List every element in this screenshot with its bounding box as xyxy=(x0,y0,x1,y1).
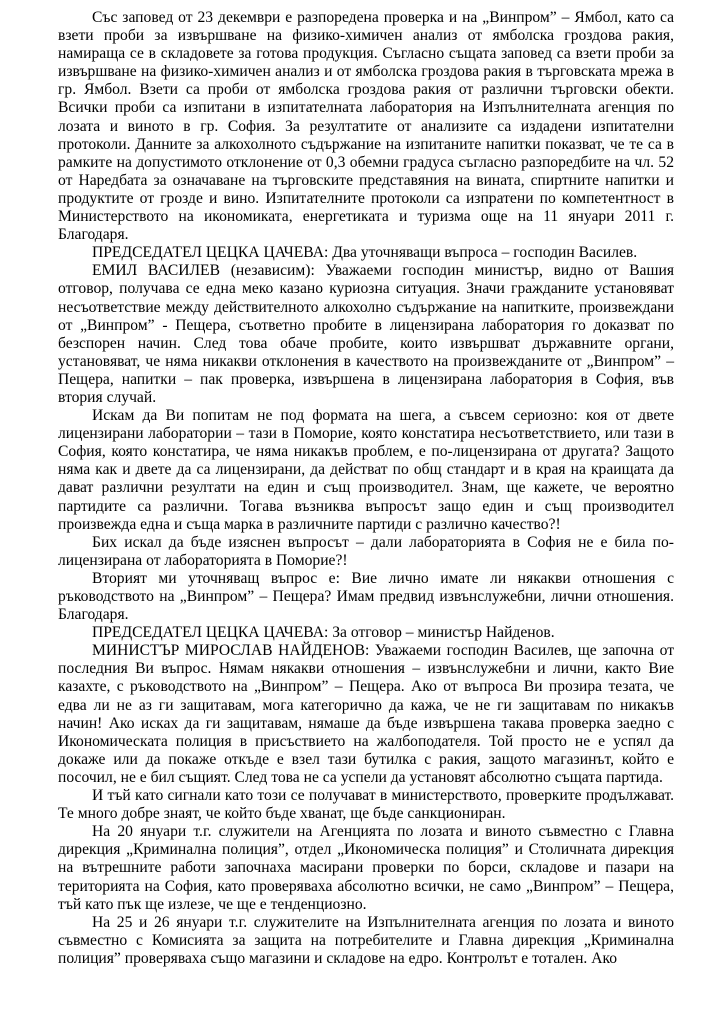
paragraph-speaker: ПРЕДСЕДАТЕЛ ЦЕЦКА ЦАЧЕВА xyxy=(92,244,324,262)
paragraph-speaker: МИНИСТЪР МИРОСЛАВ НАЙДЕНОВ xyxy=(92,642,365,660)
paragraph-text: И тъй като сигнали като този се получават в министерството, проверките продължават. Те много добре знаят, че който бъде хванат, ще бъде санкциониран. xyxy=(58,787,674,823)
paragraph-chair-answer xyxy=(58,624,674,642)
paragraph-vasilev-labs xyxy=(58,407,674,534)
paragraph-text: Бих искал да бъде изяснен въпросът – дали лабораторията в София не е била по-лицензирана от лабораторията в Поморие?! xyxy=(58,533,674,569)
paragraph-text: Искам да Ви попитам не под формата на шега, а съвсем сериозно: коя от двете лицензирани лаборатории – тази в Поморие, която констатира несъответствието, или тази в София, която констатира, че няма никакъв проблем, е по-лицензирана от другата? Защото няма как и двете да са лицензирани, да действат по общ стандарт и в края на краищата да дават различни резултати на един и същ производител. Знам, ще кажете, че вероятно партидите са различни. Тогава възниква въпросът защо един и същ производител произвежда една и съща марка в различните партиди с различно качество?! xyxy=(58,407,674,533)
paragraph-text: : Два уточняващи въпроса – господин Василев. xyxy=(323,244,638,262)
paragraph-vasilev-clarify xyxy=(58,534,674,570)
paragraph-vasilev-reply xyxy=(58,262,674,407)
paragraph-text: На 20 януари т.г. служители на Агенцията по лозата и виното съвместно с Главна дирекция „Криминална полиция”, отдел „Икономическа полиция” и Столичната дирекция на вътрешните работи започнаха масирани проверки по борси, складове и пазари на територията на София, като проверяваха абсолютно всички, не само „Винпром” – Пещера, тъй като пък ще излезе, че ще е тенденциозно. xyxy=(58,823,674,913)
paragraph-minister-reply xyxy=(58,642,674,787)
paragraph-order-yambol xyxy=(58,9,674,244)
paragraph-january-25-26 xyxy=(58,914,674,968)
paragraph-text: Със заповед от 23 декември е разпоредена проверка и на „Винпром” – Ямбол, като са взети проби за извършване на физико-химичен анализ от ямболска гроздова ракия, намираща се в складовете за готова продукция. Съгласно същата заповед са взети проби за извършване на физико-химичен анализ и от ямболска гроздова ракия в търговската мрежа в гр. Ямбол. Взети са проби от ямболска гроздова ракия от различни търговски обекти. Всички проби са изпитани в изпитателната лаборатория на Изпълнителната агенция по лозата и виното в гр. София. За резултатите от анализите са издадени изпитателни протоколи. Данните за алкохолното съдържание на изпитаните напитки показват, че те са в рамките на допустимото отклонение от 0,3 обемни градуса съгласно разпоредбите на чл. 52 от Наредбата за означаване на търговските представяния на вината, спиртните напитки и продуктите от грозде и вино. Изпитателните протоколи са изпратени по компетентност в Министерството на икономиката, енергетиката и туризма още на 11 януари 2011 г. Благодаря. xyxy=(58,9,674,244)
paragraph-text: (независим): Уважаеми господин министър, видно от Вашия отговор, получава се една меко казано куриозна ситуация. Значи гражданите установяват несъответствие между действителното алкохолно съдържание на напитките, произвеждани от „Винпром” - Пещера, съответно пробите в лицензирана лаборатория го доказват по безспорен начин. След това обаче пробите, които извършват държавните органи, установяват, че няма никакви отклонения в качеството на произвежданите от „Винпром” – Пещера, напитки – пак проверка, извършена в лицензирана лаборатория в София, във втория случай. xyxy=(58,262,674,406)
transcript-page xyxy=(58,9,674,968)
paragraph-speaker: ЕМИЛ ВАСИЛЕВ xyxy=(92,262,220,280)
paragraph-speaker: ПРЕДСЕДАТЕЛ ЦЕЦКА ЦАЧЕВА xyxy=(92,624,324,642)
paragraph-text: Вторият ми уточняващ въпрос е: Вие лично имате ли някакви отношения с ръководството на „Винпром” – Пещера? Имам предвид извънслужебни, лични отношения. Благодаря. xyxy=(58,569,674,624)
paragraph-text: : Уважаеми господин Василев, ще започна от последния Ви въпрос. Нямам някакви отношения – извънслужебни и лични, както Вие казахте, с ръководството на „Винпром” – Пещера. Ако от въпроса Ви прозира тезата, че едва ли не аз ги защитавам, мога категорично да кажа, че не ги защитавам по никакъв начин! Ако исках да ги защитавам, нямаше да бъде извършена такава проверка заедно с Икономическата полиция в присъствието на жалбоподателя. Той просто не е успял да докаже или да покаже откъде е взел тази бутилка с ракия, защото магазинът, който е посочил, не е бил същият. След това не са успели да установят абсолютно същата партида. xyxy=(58,642,675,786)
paragraph-vasilev-second-question xyxy=(58,570,674,624)
paragraph-text: На 25 и 26 януари т.г. служителите на Изпълнителната агенция по лозата и виното съвместно с Комисията за защита на потребителите и Главна дирекция „Криминална полиция” проверяваха също магазини и складове на едро. Контролът е тотален. Ако xyxy=(58,913,674,967)
paragraph-chair-two-questions xyxy=(58,244,674,262)
paragraph-january-20 xyxy=(58,823,674,913)
paragraph-minister-checks xyxy=(58,787,674,823)
paragraph-text: : За отговор – министър Найденов. xyxy=(323,624,555,642)
